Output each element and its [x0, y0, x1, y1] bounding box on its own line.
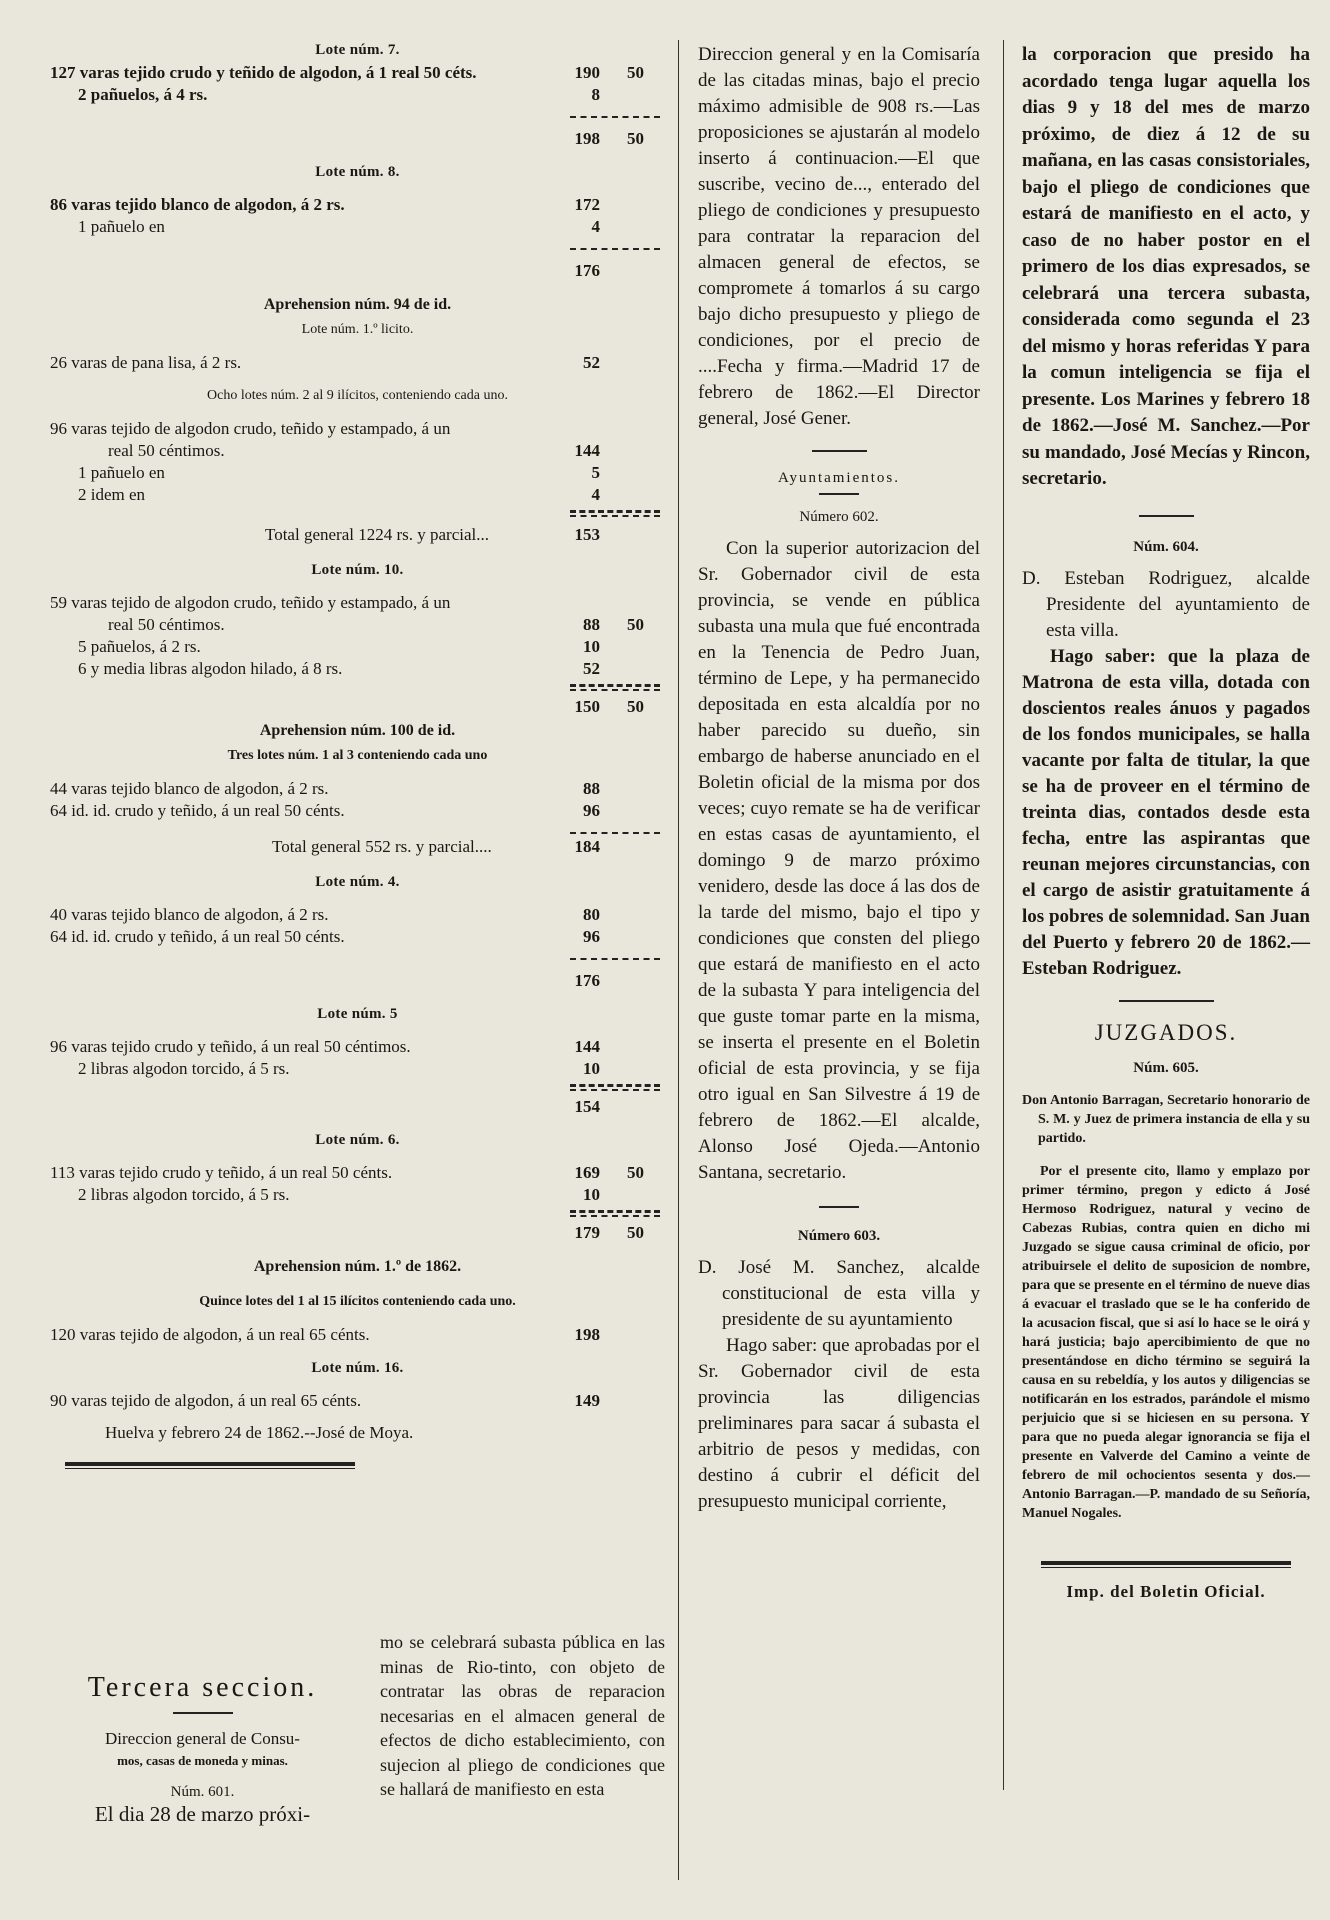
- aprehension-heading: Aprehension núm. 94 de id.: [263, 296, 452, 313]
- separator: [819, 1206, 859, 1208]
- table-row: 96 varas tejido crudo y teñido, á un real 50 céntimos. 144: [50, 1037, 600, 1056]
- juzgados-heading: JUZGADOS.: [1094, 1019, 1238, 1045]
- subtotal-row: 150 50: [574, 697, 644, 716]
- lote-heading: Lote núm. 4.: [315, 874, 400, 890]
- lote-heading: Lote núm. 6.: [315, 1132, 400, 1148]
- separator: [1139, 515, 1194, 517]
- table-row: 2 libras algodon torcido, á 5 rs. 10: [78, 1185, 600, 1204]
- notice-605-text: Por el presente cito, llamo y emplazo por primer término, pregon y edicto á José Hermoso Rodriguez, natural y vecino de Cabezas Rubias, contra quien en dicho mi Juzgado se sigue causa criminal de oficio, por atribuirsele el delito de suposicion de nombre, para que se presente en el término de nueve dias á evacuar el traslado que se le ha conferido de la acusacion fiscal, que si así lo hace se le oirá y hará justicia; bajo apercibimiento de que no presentándose en dicho término se seguirá la causa en su rebeldía, y los autos y diligencias se notificarán en los estrados, parándole el mismo perjuicio que si se hiciesen en su persona. Y para que no pueda alegar ignorancia se fija el presente en Valverde del Camino a veinte de febrero de mil ochocientos sesenta y dos.—Antonio Barragan.—P. mandado de su Señoría, Manuel Nogales.: [1022, 1163, 1310, 1521]
- notice-604-heading: D. Esteban Rodriguez, alcalde Presidente del ayuntamiento de esta villa.: [1022, 567, 1310, 641]
- table-row: 1 pañuelo en 4: [78, 217, 600, 236]
- sum-rule: [50, 680, 665, 696]
- notice-601-continued: [380, 1630, 665, 1802]
- notice-603-heading: D. José M. Sanchez, alcalde constitucional de esta villa y presidente de su ayuntamiento: [698, 1257, 980, 1330]
- signature: Huelva y febrero 24 de 1862.--José de Moya.: [105, 1423, 414, 1442]
- table-row: 64 id. id. crudo y teñido, á un real 50 cénts. 96: [50, 801, 600, 820]
- table-row: 86 varas tejido blanco de algodon, á 2 rs. 172: [50, 195, 600, 214]
- column-rule: [678, 40, 679, 1880]
- table-row: 1 pañuelo en 5: [78, 463, 600, 482]
- table-row: 64 id. id. crudo y teñido, á un real 50 cénts. 96: [50, 927, 600, 946]
- tercera-seccion: [55, 1660, 350, 1827]
- table-row: 26 varas de pana lisa, á 2 rs. 52: [50, 353, 600, 372]
- notice-604-text: Hago saber: que la plaza de Matrona de esta villa, dotada con doscientos reales ánuos y pagados de los fondos municipales, se halla vacante por falta de titular, la que se ha de proveer en el término de treinta dias, contados desde esta fecha, entre las aspirantas que reunan mejores circunstancias, con el cargo de asistir gratuitamente á los pobres de solemnidad. San Juan del Puerto y febrero 20 de 1862.—Esteban Rodriguez.: [1022, 645, 1310, 979]
- lote-heading: Lote núm. 5: [317, 1006, 398, 1022]
- separator: [812, 450, 867, 452]
- lots-note: Quince lotes del 1 al 15 ilícitos conteniendo cada uno.: [199, 1294, 516, 1309]
- subtotal-row: 154: [574, 1097, 600, 1116]
- table-row: 44 varas tejido blanco de algodon, á 2 rs. 88: [50, 779, 600, 798]
- sum-rule: [50, 822, 665, 834]
- footer-rule: [1041, 1561, 1291, 1568]
- subtotal-row: 179 50: [574, 1223, 644, 1242]
- total-row: Total general 552 rs. y parcial.... 184: [272, 837, 600, 856]
- notice-603-continued: la corporacion que presido ha acordado tenga lugar aquella los dias 9 y 18 del mes de marzo próximo, de diez á 12 de su mañana, en las casas consistoriales, bajo el pliego de condiciones que estará de manifiesto en el acto, y caso de no haber postor en el primero de los dias expresados, se celebrará una tercera subasta, considerada como segunda el 23 del mismo y horas referidas Y para la comun inteligencia se fija el presente. Los Marines y febrero 18 de 1862.—José M. Sanchez.—Por su mandado, José Mecías y Rincon, secretario.: [1022, 44, 1310, 489]
- direccion-subheading: mos, casas de moneda y minas.: [117, 1753, 288, 1768]
- notice-number: Número 603.: [797, 1228, 881, 1244]
- notice-601-text: Direccion general y en la Comisaría de las citadas minas, bajo el precio máximo admisible de 908 rs.—Las proposiciones se ajustarán al modelo inserto á continuacion.—El que suscribe, vecino de..., enterado del pliego de condiciones y presupuesto para contratar la reparacion del almacen general de efectos, se compromete á tomarlos á su cargo bajo dicho presupuesto y pliego de condiciones, por el precio de ....Fecha y firma.—Madrid 17 de febrero de 1862.—El Director general, José Gener.: [698, 44, 980, 429]
- subtotal-row: 176: [574, 971, 600, 990]
- notice-number: Número 602.: [799, 509, 879, 525]
- notice-603-text: Hago saber: que aprobadas por el Sr. Gobernador civil de esta provincia las diligencias preliminares para sacar á subasta el arbitrio de pesos y medidas, con destino á cubrir el déficit del presupuesto municipal corriente,: [698, 1335, 980, 1512]
- table-row: 127 varas tejido crudo y teñido de algodon, á 1 real 50 céts. 190 50: [50, 63, 644, 82]
- subtotal-row: 176: [574, 261, 600, 280]
- table-row: 6 y media libras algodon hilado, á 8 rs. 52: [78, 659, 600, 678]
- lots-note: Tres lotes núm. 1 al 3 conteniendo cada uno: [227, 748, 488, 763]
- separator: [1119, 1000, 1214, 1002]
- sum-rule: [50, 106, 665, 128]
- lote-heading: Lote núm. 8.: [315, 164, 400, 180]
- aprehension-heading: Aprehension núm. 1.º de 1862.: [253, 1258, 462, 1275]
- sum-rule: [50, 506, 665, 522]
- lots-note: Ocho lotes núm. 2 al 9 ilícitos, conteniendo cada uno.: [207, 388, 508, 403]
- lote-heading: Lote núm. 16.: [311, 1360, 404, 1376]
- table-row: 2 idem en 4: [78, 485, 600, 504]
- notice-602-text: Con la superior autorizacion del Sr. Gobernador civil de esta provincia, se vende en pública subasta una mula que fué encontrada en la Tenencia de Pedro Juan, término de Lepe, y ha permanecido depositada en esta alcaldía por no haber parecido su dueño, sin embargo de haberse anunciado en el Boletin oficial de la misma por dos veces; cuyo remate se ha de verificar en estas casas de ayuntamiento, el domingo 9 de marzo próximo venidero, desde las doce á las dos de la tarde del mismo, bajo el tipo y condiciones que consten del pliego que estará de manifiesto en el acto de la subasta Y para inteligencia del que guste tomar parte en la misma, se inserta el presente en el Boletin oficial de esta provincia, y se fija otro igual en San Silvestre á 19 de febrero de 1862.—El alcalde, Alonso José Ojeda.—Antonio Santana, secretario.: [698, 538, 980, 1183]
- table-row: 40 varas tejido blanco de algodon, á 2 rs. 80: [50, 905, 600, 924]
- printer-imprint: Imp. del Boletin Oficial.: [1066, 1581, 1266, 1601]
- lots-column: [50, 38, 665, 1469]
- section-rule: [65, 1462, 355, 1469]
- table-row: 5 pañuelos, á 2 rs. 10: [78, 637, 600, 656]
- notice-605-heading: Don Antonio Barragan, Secretario honorario de S. M. y Juez de primera instancia de ella y su partido.: [1022, 1092, 1310, 1146]
- direccion-heading: Direccion general de Consu-: [105, 1729, 300, 1748]
- notice-number: Núm. 601.: [170, 1784, 235, 1800]
- ayuntamientos-heading: Ayuntamientos.: [777, 470, 901, 486]
- notice-text: mo se celebrará subasta pública en las minas de Rio-tinto, con objeto de contratar las obras de reparacion necesarias en el almacen general de efectos de dicho establecimiento, con sujecion al pliego de condiciones que se hallará de manifiesto en esta: [380, 1632, 665, 1799]
- column-rule: [1003, 40, 1004, 1790]
- notice-number: Núm. 604.: [1133, 538, 1199, 555]
- lote-heading: Lote núm. 1.º licito.: [301, 322, 414, 337]
- separator: [819, 493, 859, 495]
- notice-text: El dia 28 de marzo próxi-: [94, 1802, 311, 1826]
- column-four: [1022, 42, 1310, 1619]
- sum-rule: [50, 1080, 665, 1096]
- sum-rule: [50, 238, 665, 260]
- subtotal-row: 198 50: [574, 129, 644, 148]
- aprehension-heading: Aprehension núm. 100 de id.: [259, 722, 456, 739]
- table-row: 90 varas tejido de algodon, á un real 65 cénts. 149: [50, 1391, 600, 1410]
- table-row: real 50 céntimos. 88 50: [108, 615, 644, 634]
- table-row: 59 varas tejido de algodon crudo, teñido y estampado, á un: [50, 593, 451, 612]
- separator: [173, 1712, 233, 1714]
- sum-rule: [50, 948, 665, 970]
- lote-heading: Lote núm. 7.: [315, 42, 400, 58]
- table-row: 2 libras algodon torcido, á 5 rs. 10: [78, 1059, 600, 1078]
- table-row: 113 varas tejido crudo y teñido, á un real 50 cénts. 169 50: [50, 1163, 644, 1182]
- total-row: Total general 1224 rs. y parcial... 153: [265, 525, 600, 544]
- column-three: [698, 42, 980, 1515]
- table-row: 120 varas tejido de algodon, á un real 65 cénts. 198: [50, 1325, 600, 1344]
- table-row: real 50 céntimos. 144: [108, 441, 600, 460]
- section-title: Tercera seccion.: [87, 1672, 318, 1703]
- lote-heading: Lote núm. 10.: [311, 562, 404, 578]
- table-row: 96 varas tejido de algodon crudo, teñido y estampado, á un: [50, 419, 451, 438]
- notice-number: Núm. 605.: [1133, 1059, 1199, 1076]
- sum-rule: [50, 1206, 665, 1222]
- table-row: 2 pañuelos, á 4 rs. 8: [78, 85, 600, 104]
